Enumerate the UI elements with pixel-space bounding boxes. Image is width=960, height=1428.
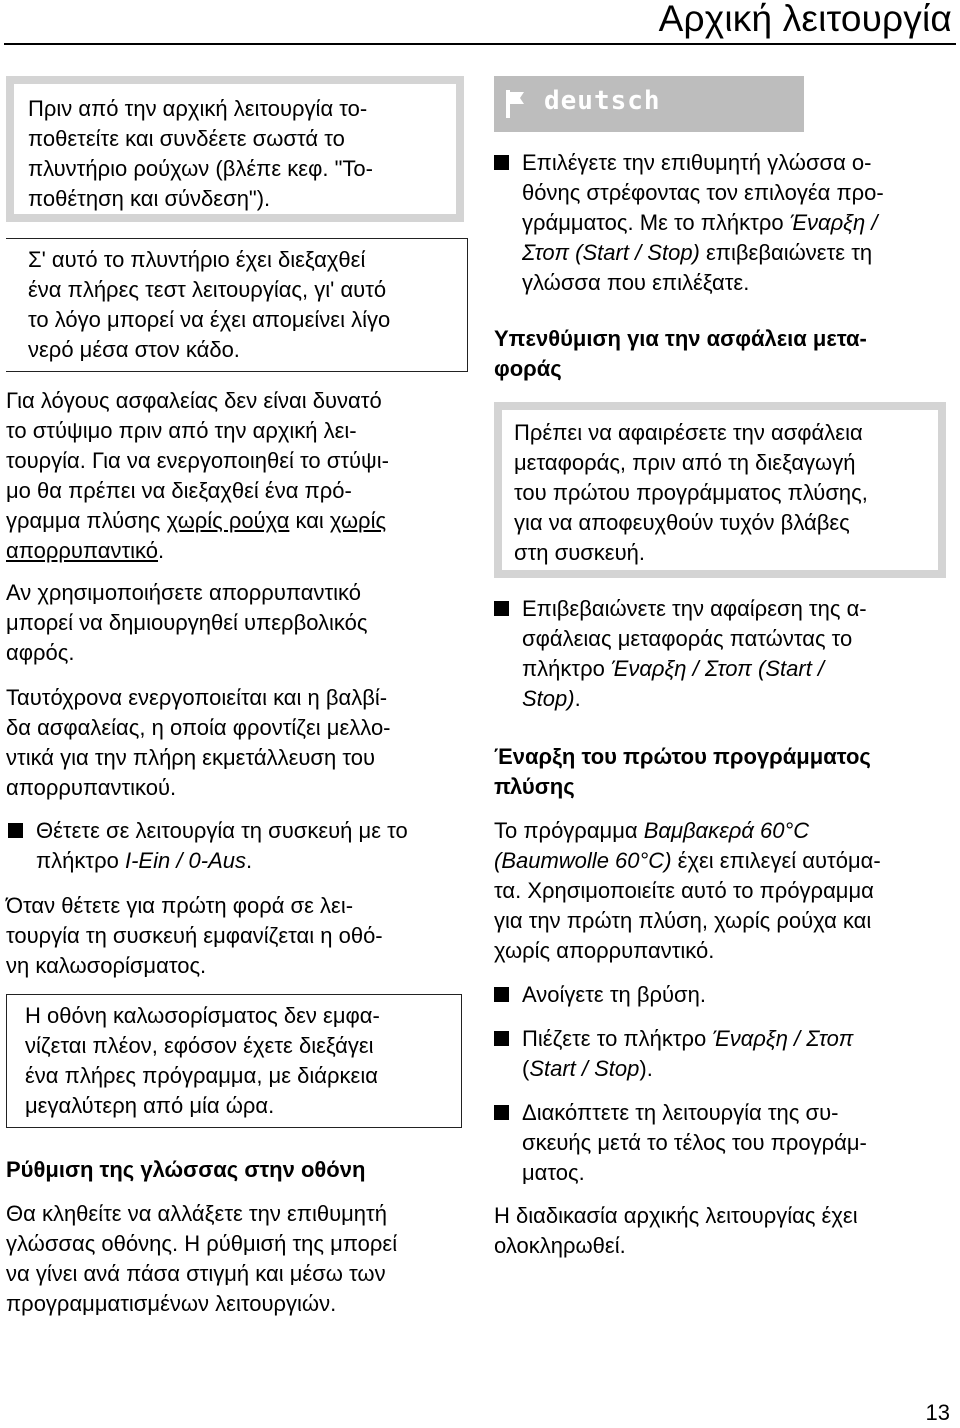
heading-language-setting: Ρύθμιση της γλώσσας στην οθόνη [6, 1157, 366, 1182]
bullet-square [494, 987, 509, 1002]
display-screen [494, 76, 804, 132]
heading-transport-safety: Υπενθύμιση για την ασφάλεια μετα- φοράς [494, 326, 867, 381]
paragraph-safety-valve: Ταυτόχρονα ενεργοποιείται και η βαλβί- δα ασφαλείας, η οποία φροντίζει μελλο- ντικά για την πλήρη εκμετάλλευση του απορρυπαντικού. [6, 685, 391, 800]
note-box-installation [6, 76, 464, 222]
paragraph-spin-safety: Για λόγους ασφαλείας δεν είναι δυνατό το στύψιμο πριν από την αρχική λει- τουργία. Για να ενεργοποιηθεί το στύψι- μο θα πρέπει να διεξαχθεί ένα πρό- γραμμα πλύσης χωρίς ρούχα και χωρίς απορρυπαντικό. [6, 388, 389, 563]
bullet-stop-operation: Διακόπτετε τη λειτουργία της συ- σκευής μετά το τέλος του προγράμ- ματος. [522, 1100, 867, 1185]
note-transport-text: Πρέπει να αφαιρέσετε την ασφάλεια μεταφοράς, πριν από τη διεξαγωγή του πρώτου προγράμματος πλύσης, για να αποφευχθούν τυχόν βλάβες στη συσκευή. [514, 420, 868, 565]
bullet-select-language: Επιλέγετε την επιθυμητή γλώσσα ο- θόνης στρέφοντας τον επιλογέα προ- γράμματος. Με το πλήκτρο Έναρξη / Στοπ (Start / Stop) επιβεβαιώνετε τη γλώσσα που επιλέξατε. [522, 150, 884, 295]
note-test-text: Σ' αυτό το πλυντήριο έχει διεξαχθεί ένα πλήρες τεστ λειτουργίας, γι' αυτό το λόγο μπορεί να έχει απομείνει λίγο νερό μέσα στον κάδο. [28, 247, 391, 362]
bullet-switch-on: Θέτετε σε λειτουργία τη συσκευή με το πλήκτρο I-Ein / 0-Aus. [36, 818, 408, 873]
bullet-square [494, 1031, 509, 1046]
paragraph-completed: Η διαδικασία αρχικής λειτουργίας έχει ολοκληρωθεί. [494, 1203, 858, 1258]
bullet-square [494, 601, 509, 616]
bullet-open-tap: Ανοίγετε τη βρύση. [522, 982, 706, 1007]
note-installation-text: Πριν από την αρχική λειτουργία το- ποθετείτε και συνδέετε σωστά το πλυντήριο ρούχων (βλέπε κεφ. "Το- ποθέτηση και σύνδεση"). [28, 96, 373, 211]
paragraph-program-selected: Το πρόγραμμα Βαμβακερά 60°C (Baumwolle 60°C) έχει επιλεγεί αυτόμα- τα. Χρησιμοποιείτε αυτό το πρόγραμμα για την πρώτη πλύση, χωρίς ρούχα και χωρίς απορρυπαντικό. [494, 818, 881, 963]
header-rule [4, 43, 956, 45]
bullet-square [494, 1105, 509, 1120]
display-language-text: deutsch [544, 86, 661, 116]
bullet-confirm-removal: Επιβεβαιώνετε την αφαίρεση της α- σφάλειας μεταφοράς πατώντας το πλήκτρο Έναρξη / Στοπ (Start / Stop). [522, 596, 867, 711]
paragraph-welcome-screen: Όταν θέτετε για πρώτη φορά σε λει- τουργία τη συσκευή εμφανίζεται η οθό- νη καλωσορίσματος. [6, 893, 383, 978]
paragraph-language-change: Θα κληθείτε να αλλάξετε την επιθυμητή γλώσσας οθόνης. Η ρύθμισή της μπορεί να γίνει ανά πάσα στιγμή και μέσω των προγραμματισμένων λειτουργιών. [6, 1201, 398, 1316]
note-welcome-text: Η οθόνη καλωσορίσματος δεν εμφα- νίζεται πλέον, εφόσον έχετε διεξάγει ένα πλήρες πρόγραμμα, με διάρκεια μεγαλύτερη από μία ώρα. [25, 1003, 380, 1118]
heading-first-wash: Έναρξη του πρώτου προγράμματος πλύσης [494, 744, 871, 799]
flag-icon [504, 90, 526, 118]
paragraph-detergent-foam: Αν χρησιμοποιήσετε απορρυπαντικό μπορεί να δημιουργηθεί υπερβολικός αφρός. [6, 580, 368, 665]
note-box-welcome [6, 994, 462, 1128]
note-box-transport [494, 402, 946, 578]
bullet-square [8, 823, 23, 838]
note-box-test [6, 238, 468, 372]
bullet-square [494, 155, 509, 170]
page-number: 13 [925, 1400, 950, 1425]
page-title: Αρχική λειτουργία [658, 0, 952, 39]
bullet-press-start: Πιέζετε το πλήκτρο Έναρξη / Στοπ (Start / Stop). [522, 1026, 854, 1081]
